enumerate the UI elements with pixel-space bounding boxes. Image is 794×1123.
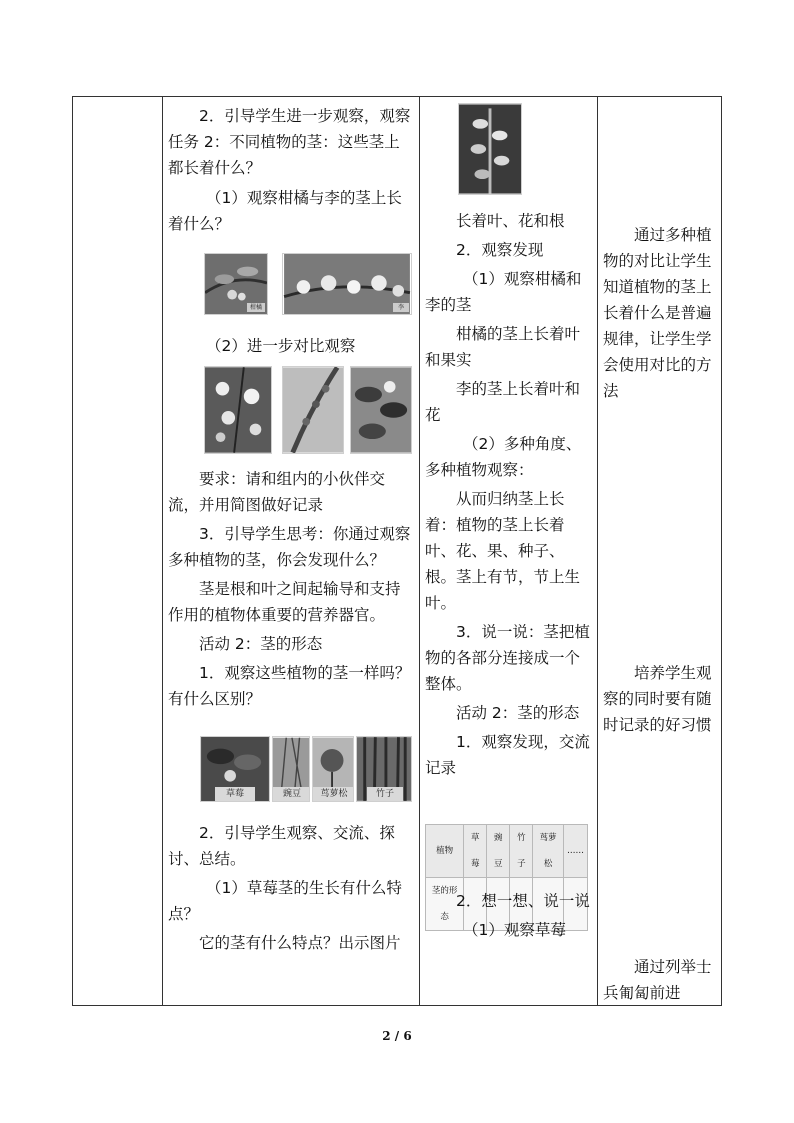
design-intent-column [603, 96, 715, 1006]
flower-spike-photo [458, 103, 522, 195]
paragraph: （2）进一步对比观察 [206, 337, 356, 355]
table-header-cell: 竹子 [510, 825, 533, 878]
column-divider [162, 96, 163, 1006]
flower-branch-photo [204, 366, 272, 454]
cypress-vine-photo [312, 736, 354, 802]
pea-photo [272, 736, 310, 802]
paragraph: 要求：请和组内的小伙伴交流，并用简图做好记录 [168, 470, 386, 514]
table-header-cell: …… [563, 825, 587, 878]
column-divider [597, 96, 598, 1006]
paragraph: 3．引导学生思考：你通过观察多种植物的茎，你会发现什么？ [168, 525, 411, 569]
paragraph: 茎是根和叶之间起输导和支持作用的植物体重要的营养器官。 [168, 580, 401, 624]
page-number: 2 / 6 [382, 1029, 412, 1043]
table-header-cell: 植物 [426, 825, 464, 878]
table-header-cell: 豌豆 [487, 825, 510, 878]
paragraph: （2）多种角度、多种植物观察： [425, 435, 582, 479]
plant-label: 豌豆 [273, 787, 310, 801]
bamboo-photo [356, 736, 412, 802]
paragraph: 3．说一说：茎把植物的各部分连接成一个整体。 [425, 623, 590, 693]
paragraph: 通过列举士兵匍匐前进 [603, 958, 712, 1002]
strawberry-photo [200, 736, 270, 802]
paragraph: 李的茎上长着叶和花 [425, 380, 581, 424]
paragraph: 它的茎有什么特点？出示图片 [199, 934, 401, 952]
table-header-cell: 草莓 [464, 825, 487, 878]
paragraph: 通过多种植物的对比让学生知道植物的茎上长着什么是普遍规律，让学生学会使用对比的方法 [603, 226, 712, 400]
plant-label: 茑萝松 [313, 787, 354, 801]
paragraph: 2．引导学生观察、交流、探讨、总结。 [168, 824, 395, 868]
table-header-cell: 茑萝松 [533, 825, 564, 878]
column-divider [419, 96, 420, 1006]
plum-photo [282, 253, 412, 315]
paragraph: 长着叶、花和根 [456, 212, 565, 230]
bud-stem-photo [282, 366, 344, 454]
paragraph: 2．想一想、说一说 [456, 892, 590, 910]
paragraph: 1．观察发现，交流记录 [425, 733, 590, 777]
paragraph: 2．引导学生进一步观察，观察任务 2：不同植物的茎：这些茎上都长着什么？ [168, 107, 411, 177]
plant-label: 竹子 [367, 787, 403, 801]
student-activity-column [425, 96, 590, 1006]
photo-label: 李 [393, 303, 409, 312]
paragraph: 活动 2：茎的形态 [199, 635, 323, 653]
photo-label: 柑橘 [247, 303, 265, 312]
teacher-activity-column [168, 96, 412, 1006]
paragraph: 活动 2：茎的形态 [456, 704, 580, 722]
paragraph: （1）观察柑橘和李的茎 [425, 270, 582, 314]
paragraph: 2．观察发现 [456, 241, 544, 259]
paragraph: （1）观察草莓 [463, 921, 566, 939]
paragraph: 柑橘的茎上长着叶和果实 [425, 325, 581, 369]
citrus-photo [204, 253, 268, 315]
paragraph: （1）观察柑橘与李的茎上长着什么？ [168, 189, 402, 233]
leafy-stem-photo [350, 366, 412, 454]
table-row-label: 茎的形态 [426, 878, 464, 931]
table-row [426, 825, 588, 878]
paragraph: 从而归纳茎上长着：植物的茎上长着叶、花、果、种子、根。茎上有节，节上生叶。 [425, 490, 581, 612]
paragraph: 培养学生观察的同时要有随时记录的好习惯 [603, 664, 712, 734]
paragraph: （1）草莓茎的生长有什么特点？ [168, 879, 402, 923]
plant-label: 草莓 [215, 787, 255, 801]
paragraph: 1．观察这些植物的茎一样吗？有什么区别？ [168, 664, 411, 708]
